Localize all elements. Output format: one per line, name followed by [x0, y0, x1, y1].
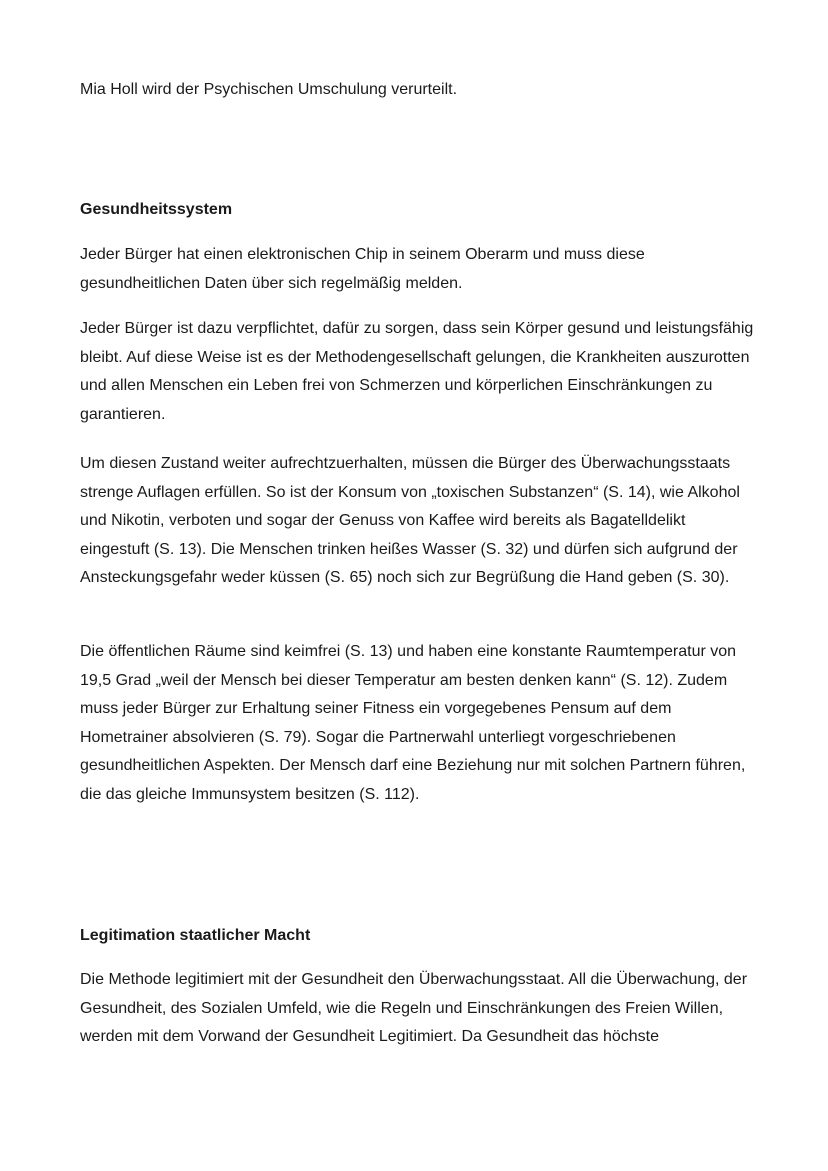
paragraph-raeume: Die öffentlichen Räume sind keimfrei (S. 13) und haben eine konstante Raumtemperatur von 19,5 Grad „weil der Mensch bei dieser Temperatur am besten denken kann“ (S. 12). Zudem muss jeder Bürger zur Erhaltung seiner Fitness ein vorgegebenes Pensum auf dem Hometrainer absolvieren (S. 79). Sogar die Partnerwahl unterliegt vorgeschriebenen gesundheitlichen Aspekten. Der Mensch darf eine Beziehung nur mit solchen Partnern führen, die das gleiche Immunsystem besitzen (S. 112). [80, 643, 746, 803]
paragraph-methode: Die Methode legitimiert mit der Gesundheit den Überwachungsstaat. All die Überwachung, der Gesundheit, des Sozialen Umfeld, wie die Regeln und Einschränkungen des Freien Willen, werden mit dem Vorwand der Gesundheit Legitimiert. Da Gesundheit das höchste [80, 971, 748, 1045]
paragraph-auflagen: Um diesen Zustand weiter aufrechtzuerhalten, müssen die Bürger des Überwachungsstaats strenge Auflagen erfüllen. So ist der Konsum von „toxischen Substanzen“ (S. 14), wie Alkohol und Nikotin, verboten und sogar der Genuss von Kaffee wird bereits als Bagatelldelikt eingestuft (S. 13). Die Menschen trinken heißes Wasser (S. 32) und dürfen sich aufgrund der Ansteckungsgefahr weder küssen (S. 65) noch sich zur Begrüßung die Hand geben (S. 30). [80, 455, 740, 586]
intro-paragraph: Mia Holl wird der Psychischen Umschulung verurteilt. [80, 81, 458, 98]
paragraph-pflicht: Jeder Bürger ist dazu verpflichtet, dafür zu sorgen, dass sein Körper gesund und leistungsfähig bleibt. Auf diese Weise ist es der Methodengesellschaft gelungen, die Krankheiten auszurotten und allen Menschen ein Leben frei von Schmerzen und körperlichen Einschränkungen zu garantieren. [80, 320, 754, 423]
section-heading-legitimation: Legitimation staatlicher Macht [80, 927, 311, 944]
paragraph-chip: Jeder Bürger hat einen elektronischen Chip in seinem Oberarm und muss diese gesundheitlichen Daten über sich regelmäßig melden. [80, 246, 645, 292]
section-heading-gesundheitssystem: Gesundheitssystem [80, 201, 233, 218]
